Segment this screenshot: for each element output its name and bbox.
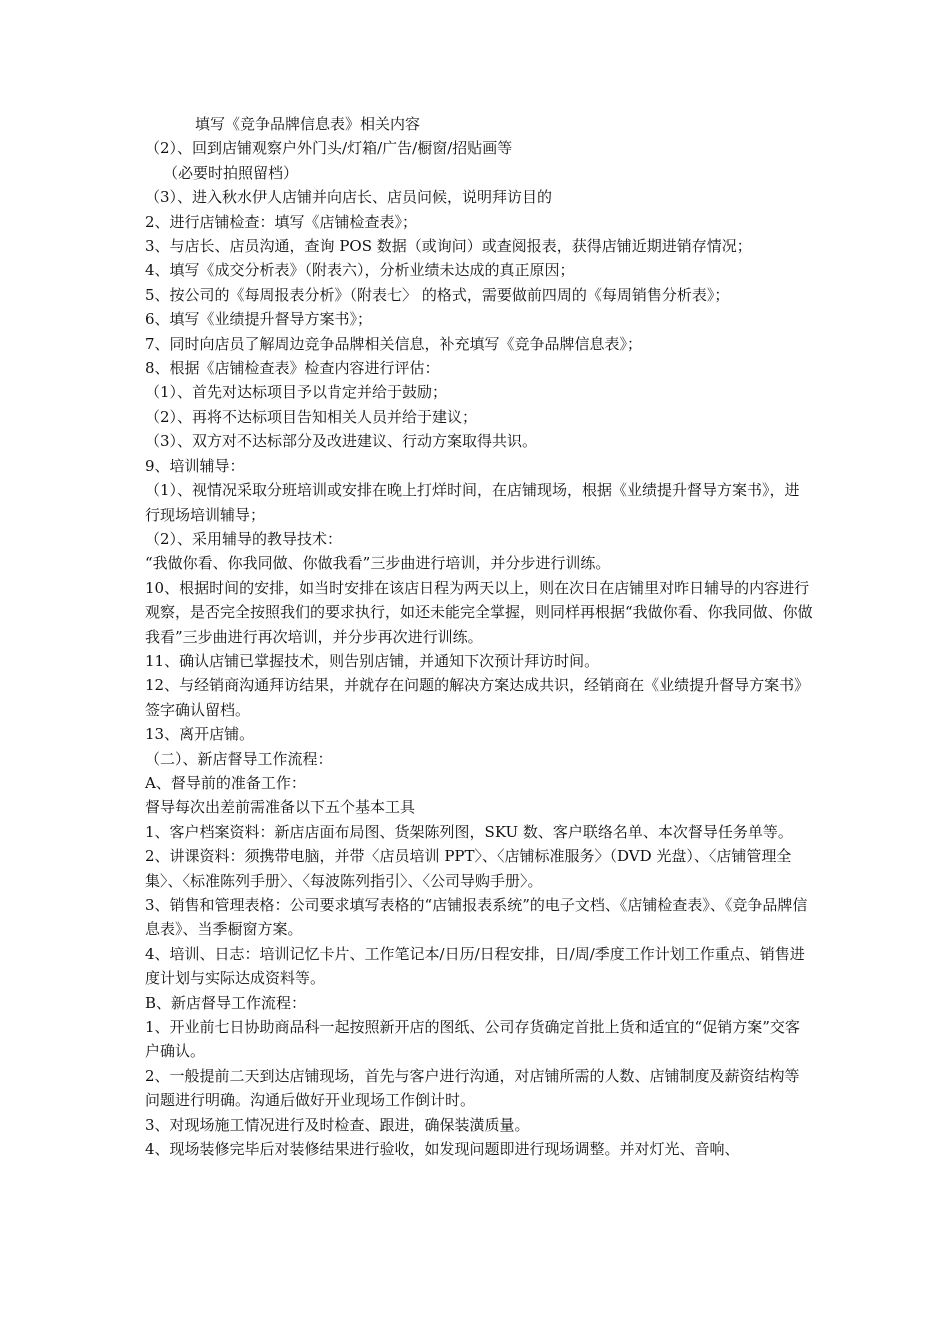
- text-line: 4、填写《成交分析表》（附表六），分析业绩未达成的真正原因；: [145, 261, 575, 280]
- text-line: 3、销售和管理表格：公司要求填写表格的“店铺报表系统”的电子文档、《店铺检查表》、《竞争品牌信息表》、当季橱窗方案。: [145, 896, 808, 939]
- document-body: [145, 112, 813, 1161]
- text-line: 13、离开店铺。: [145, 725, 255, 744]
- text-line: （2）、再将不达标项目告知相关人员并给于建议；: [145, 407, 478, 426]
- text-line: 1、客户档案资料：新店店面布局图、货架陈列图，SKU 数、客户联络名单、本次督导任务单等。: [145, 822, 793, 841]
- text-line: 8、根据《店铺检查表》检查内容进行评估：: [145, 359, 440, 378]
- text-line: （3）、双方对不达标部分及改进建议、行动方案取得共识。: [145, 432, 538, 451]
- text-line: 2、一般提前二天到达店铺现场，首先与客户进行沟通，对店铺所需的人数、店铺制度及薪资结构等问题进行明确。沟通后做好开业现场工作倒计时。: [145, 1066, 800, 1110]
- text-line: 4、现场装修完毕后对装修结果进行验收，如发现问题即进行现场调整。并对灯光、音响、: [145, 1140, 740, 1159]
- text-line: 督导每次出差前需准备以下五个基本工具: [145, 798, 416, 817]
- text-line: 10、根据时间的安排，如当时安排在该店日程为两天以上，则在次日在店铺里对昨日辅导的内容进行观察，是否完全按照我们的要求执行，如还未能完全掌握，则同样再根据“我做你看、你我同做、你做我看”三步曲进行再次培训，并分步再次进行训练。: [145, 578, 813, 646]
- text-line: （必要时拍照留档）: [163, 163, 299, 182]
- text-line: 3、与店长、店员沟通，查询 POS 数据（或询问）或查阅报表，获得店铺近期进销存情况；: [145, 237, 752, 256]
- text-line: （1）、首先对达标项目予以肯定并给于鼓励；: [145, 383, 448, 402]
- text-line: A、督导前的准备工作：: [145, 773, 306, 792]
- text-line: “我做你看、你我同做、你做我看”三步曲进行培训，并分步进行训练。: [145, 554, 611, 573]
- text-line: 7、同时向店员了解周边竞争品牌相关信息，补充填写《竞争品牌信息表》；: [145, 334, 643, 353]
- text-line: （1）、视情况采取分班培训或安排在晚上打烊时间，在店铺现场，根据《业绩提升督导方案书》，进行现场培训辅导；: [145, 481, 800, 524]
- text-line: 2、进行店铺检查：填写《店铺检查表》；: [145, 212, 418, 231]
- text-line: 4、培训、日志：培训记忆卡片、工作笔记本/日历/日程安排，日/周/季度工作计划工作重点、销售进度计划与实际达成资料等。: [145, 944, 805, 988]
- text-line: 9、培训辅导：: [145, 456, 245, 475]
- text-line: B、新店督导工作流程：: [145, 993, 307, 1012]
- text-line: 12、与经销商沟通拜访结果，并就存在问题的解决方案达成共识，经销商在《业绩提升督导方案书》签字确认留档。: [145, 676, 810, 719]
- text-line: （2）、回到店铺观察户外门头/灯箱/广告/橱窗/招贴画等: [145, 139, 513, 158]
- text-line: 6、填写《业绩提升督导方案书》；: [145, 310, 373, 329]
- text-line: （2）、采用辅导的教导技术：: [145, 529, 343, 548]
- text-line: 1、开业前七日协助商品科一起按照新开店的图纸、公司存货确定首批上货和适宜的“促销方案”交客户确认。: [145, 1018, 800, 1061]
- text-line: 11、确认店铺已掌握技术，则告别店铺，并通知下次预计拜访时间。: [145, 651, 600, 670]
- text-line: 5、按公司的《每周报表分析》（附表七〉 的格式，需要做前四周的《每周销售分析表》；: [145, 285, 730, 304]
- text-line: （二）、新店督导工作流程：: [145, 749, 333, 768]
- text-line: （3）、进入秋水伊人店铺并向店长、店员问候，说明拜访目的: [145, 188, 553, 207]
- text-line: 3、对现场施工情况进行及时检查、跟进，确保装潢质量。: [145, 1115, 530, 1134]
- text-line: 填写《竞争品牌信息表》相关内容: [195, 115, 421, 133]
- text-line: 2、讲课资料：须携带电脑，并带〈店员培训 PPT〉、〈店铺标准服务〉（DVD 光盘）、〈店铺管理全集〉、〈标准陈列手册〉、〈每波陈列指引〉、〈公司导购手册〉。: [145, 847, 792, 890]
